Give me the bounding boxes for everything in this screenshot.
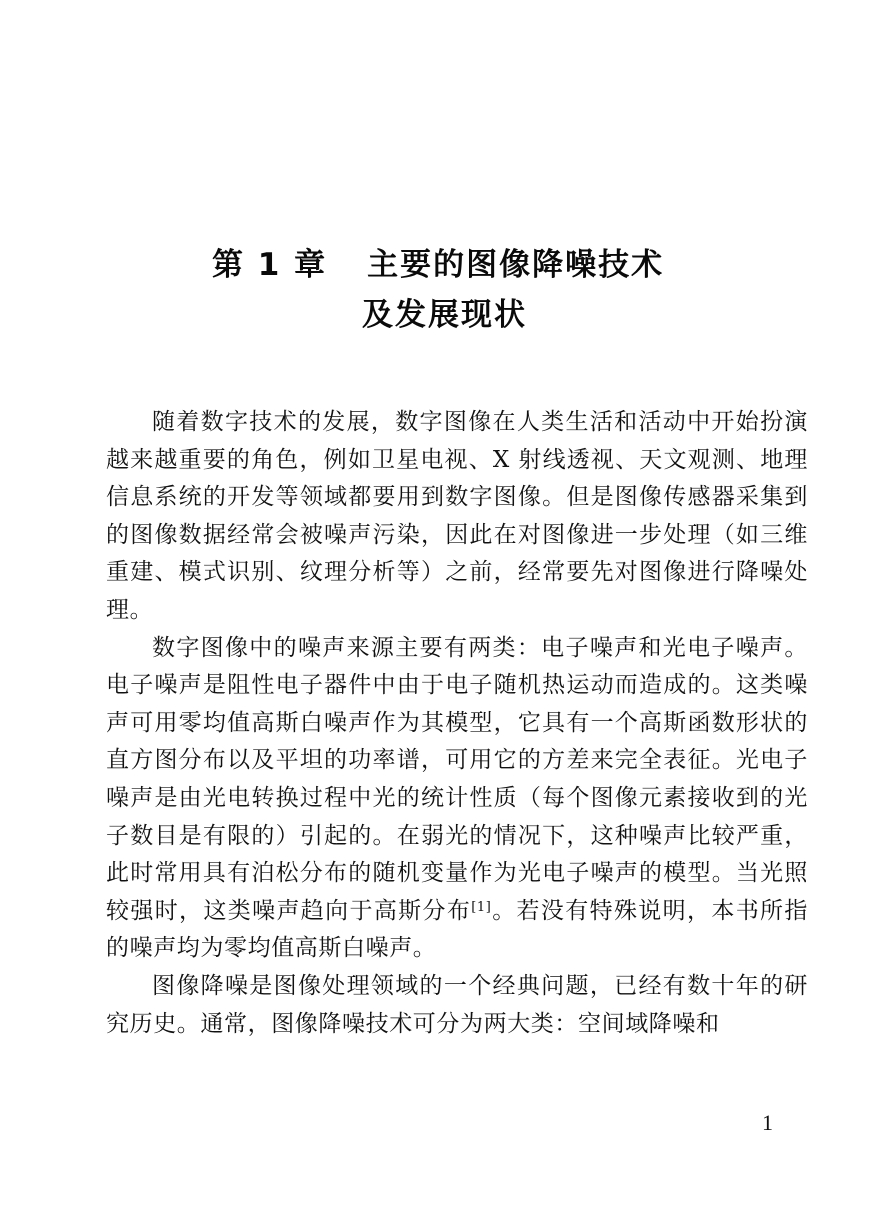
chapter-title-main: 主要的图像降噪技术: [367, 247, 665, 283]
chapter-number: 第 1 章: [212, 247, 328, 283]
paragraph-2-text-after: 。若没有特殊说明，本书所指的噪声均为零均值高斯白噪声。: [106, 897, 808, 962]
paragraph-1-text: 随着数字技术的发展，数字图像在人类生活和活动中开始扮演越来越重要的角色，例如卫星电视、X 射线透视、天文观测、地理信息系统的开发等领域都要用到数字图像。但是图像传感器采集到的图像数据经常会被噪声污染，因此在对图像进一步处理（如三维重建、模式识别、纹理分析等）之前，经常要先对图像进行降噪处理。: [106, 409, 808, 623]
paragraph-3-text: 图像降噪是图像处理领域的一个经典问题，已经有数十年的研究历史。通常，图像降噪技术可分为两大类：空间域降噪和: [106, 972, 808, 1037]
paragraph-1: [106, 404, 808, 630]
paragraph-2-text: 数字图像中的噪声来源主要有两类：电子噪声和光电子噪声。电子噪声是阻性电子器件中由于电子随机热运动而造成的。这类噪声可用零均值高斯白噪声作为其模型，它具有一个高斯函数形状的直方图分布以及平坦的功率谱，可用它的方差来完全表征。光电子噪声是由光电转换过程中光的统计性质（每个图像元素接收到的光子数目是有限的）引起的。在弱光的情况下，这种噪声比较严重，此时常用具有泊松分布的随机变量作为光电子噪声的模型。当光照较强时，这类噪声趋向于高斯分布: [106, 634, 808, 924]
paragraph-2: [106, 630, 808, 968]
chapter-title-line2: 及发展现状: [362, 297, 527, 333]
body-text: [106, 404, 808, 1043]
paragraph-3: [106, 968, 808, 1043]
page-number: 1: [762, 1110, 773, 1135]
citation-marker: [1]: [471, 899, 492, 915]
